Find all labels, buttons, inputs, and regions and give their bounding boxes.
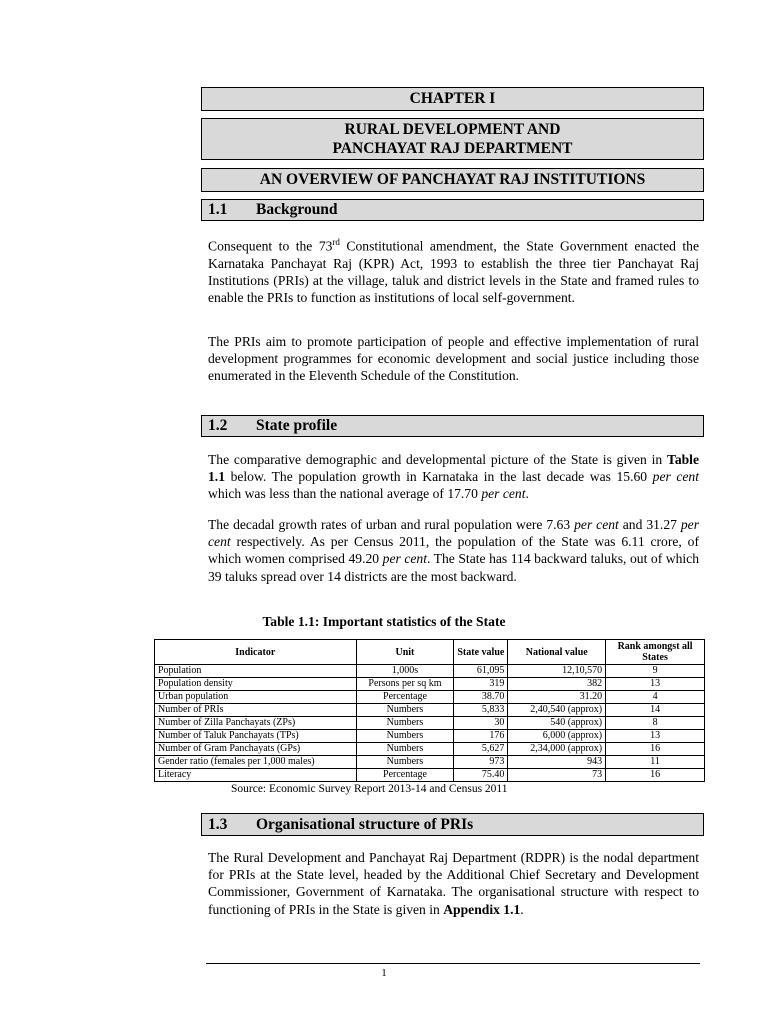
table-cell: 973: [454, 756, 508, 769]
table-cell: 61,095: [454, 665, 508, 678]
table-cell: 11: [606, 756, 705, 769]
section-title: Organisational structure of PRIs: [256, 815, 474, 833]
table-row: [155, 665, 705, 678]
table-header-cell: Rank amongst all States: [606, 640, 705, 665]
paragraph-pri-aims: The PRIs aim to promote participation of people and effective implementation of rural development programmes for economic development and social justice including those enumerated in the Eleventh Schedule of the Constitution.: [208, 334, 699, 384]
table-cell: 13: [606, 730, 705, 743]
table-cell: 5,833: [454, 704, 508, 717]
overview-title: AN OVERVIEW OF PANCHAYAT RAJ INSTITUTIONS: [201, 168, 704, 192]
table-cell: 176: [454, 730, 508, 743]
table-cell: 16: [606, 769, 705, 782]
table-cell: 2,34,000 (approx): [508, 743, 606, 756]
table-header-cell: State value: [454, 640, 508, 665]
table-row: [155, 730, 705, 743]
table-header-cell: National value: [508, 640, 606, 665]
table-header-cell: Indicator: [155, 640, 357, 665]
table-cell: 943: [508, 756, 606, 769]
section-heading-state-profile: [201, 415, 704, 437]
department-title: RURAL DEVELOPMENT AND PANCHAYAT RAJ DEPARTMENT: [201, 118, 704, 160]
table-row: [155, 717, 705, 730]
table-header-row: [155, 640, 705, 665]
table-cell: Number of PRIs: [155, 704, 357, 717]
section-heading-background: [201, 199, 704, 221]
table-row: [155, 769, 705, 782]
table-cell: 319: [454, 678, 508, 691]
section-title: State profile: [256, 417, 338, 434]
table-cell: 31.20: [508, 691, 606, 704]
table-cell: 6,000 (approx): [508, 730, 606, 743]
table-cell: 4: [606, 691, 705, 704]
table-cell: 540 (approx): [508, 717, 606, 730]
footer-rule: [206, 963, 700, 964]
table-cell: 8: [606, 717, 705, 730]
section-title: Background: [256, 201, 338, 218]
table-cell: Number of Taluk Panchayats (TPs): [155, 730, 357, 743]
table-cell: Numbers: [356, 704, 454, 717]
table-cell: 73: [508, 769, 606, 782]
table-cell: 14: [606, 704, 705, 717]
table-cell: Percentage: [356, 769, 454, 782]
table-cell: Numbers: [356, 743, 454, 756]
section-number: 1.2: [208, 417, 228, 434]
table-cell: 12,10,570: [508, 665, 606, 678]
table-cell: Number of Zilla Panchayats (ZPs): [155, 717, 357, 730]
paragraph-state-profile: The comparative demographic and developmental picture of the State is given in Table 1.1 below. The population growth in Karnataka in the last decade was 15.60 per cent which was less than the national average of 17.70 per cent.: [208, 452, 699, 502]
table-cell: 1,000s: [356, 665, 454, 678]
paragraph-background: Consequent to the 73rd Constitutional amendment, the State Government enacted the Karnataka Panchayat Raj (KPR) Act, 1993 to establish the three tier Panchayat Raj Institutions (PRIs) at the village, taluk and district levels in the State and framed rules to enable the PRIs to function as institutions of local self-government.: [208, 237, 699, 306]
table-cell: Numbers: [356, 730, 454, 743]
table-header-cell: Unit: [356, 640, 454, 665]
table-cell: Persons per sq km: [356, 678, 454, 691]
statistics-table: [154, 639, 705, 782]
table-cell: 5,627: [454, 743, 508, 756]
table-cell: 38.70: [454, 691, 508, 704]
table-cell: Gender ratio (females per 1,000 males): [155, 756, 357, 769]
paragraph-growth-rates: The decadal growth rates of urban and rural population were 7.63 per cent and 31.27 per cent respectively. As per Census 2011, the population of the State was 6.11 crore, of which women comprised 49.20 per cent. The State has 114 backward taluks, out of which 39 taluks spread over 14 districts are the most backward.: [208, 517, 699, 584]
table-cell: 382: [508, 678, 606, 691]
table-row: [155, 678, 705, 691]
table-source-note: Source: Economic Survey Report 2013-14 and Census 2011: [231, 783, 508, 795]
table-cell: 30: [454, 717, 508, 730]
table-cell: 75.40: [454, 769, 508, 782]
table-cell: Population density: [155, 678, 357, 691]
table-cell: Population: [155, 665, 357, 678]
table-row: [155, 756, 705, 769]
table-cell: Numbers: [356, 756, 454, 769]
table-cell: Number of Gram Panchayats (GPs): [155, 743, 357, 756]
table-cell: Percentage: [356, 691, 454, 704]
chapter-heading: CHAPTER I: [201, 87, 704, 111]
paragraph-organisational-structure: The Rural Development and Panchayat Raj Department (RDPR) is the nodal department for PRIs at the State level, headed by the Additional Chief Secretary and Development Commissioner, Government of Karnataka. The organisational structure with respect to functioning of PRIs in the State is given in Appendix 1.1.: [208, 850, 699, 917]
section-heading-organisational-structure: [201, 813, 704, 836]
table-row: [155, 691, 705, 704]
table-caption: Table 1.1: Important statistics of the State: [262, 614, 506, 629]
table-cell: 13: [606, 678, 705, 691]
table-cell: 2,40,540 (approx): [508, 704, 606, 717]
table-cell: 9: [606, 665, 705, 678]
section-number: 1.3: [208, 815, 228, 833]
page-number: 1: [381, 967, 387, 979]
appendix-reference: Appendix 1.1: [443, 901, 521, 917]
table-reference: Table 1.1: [208, 452, 699, 485]
table-cell: Urban population: [155, 691, 357, 704]
table-row: [155, 704, 705, 717]
table-cell: Numbers: [356, 717, 454, 730]
section-number: 1.1: [208, 201, 228, 218]
table-cell: 16: [606, 743, 705, 756]
table-row: [155, 743, 705, 756]
table-cell: Literacy: [155, 769, 357, 782]
